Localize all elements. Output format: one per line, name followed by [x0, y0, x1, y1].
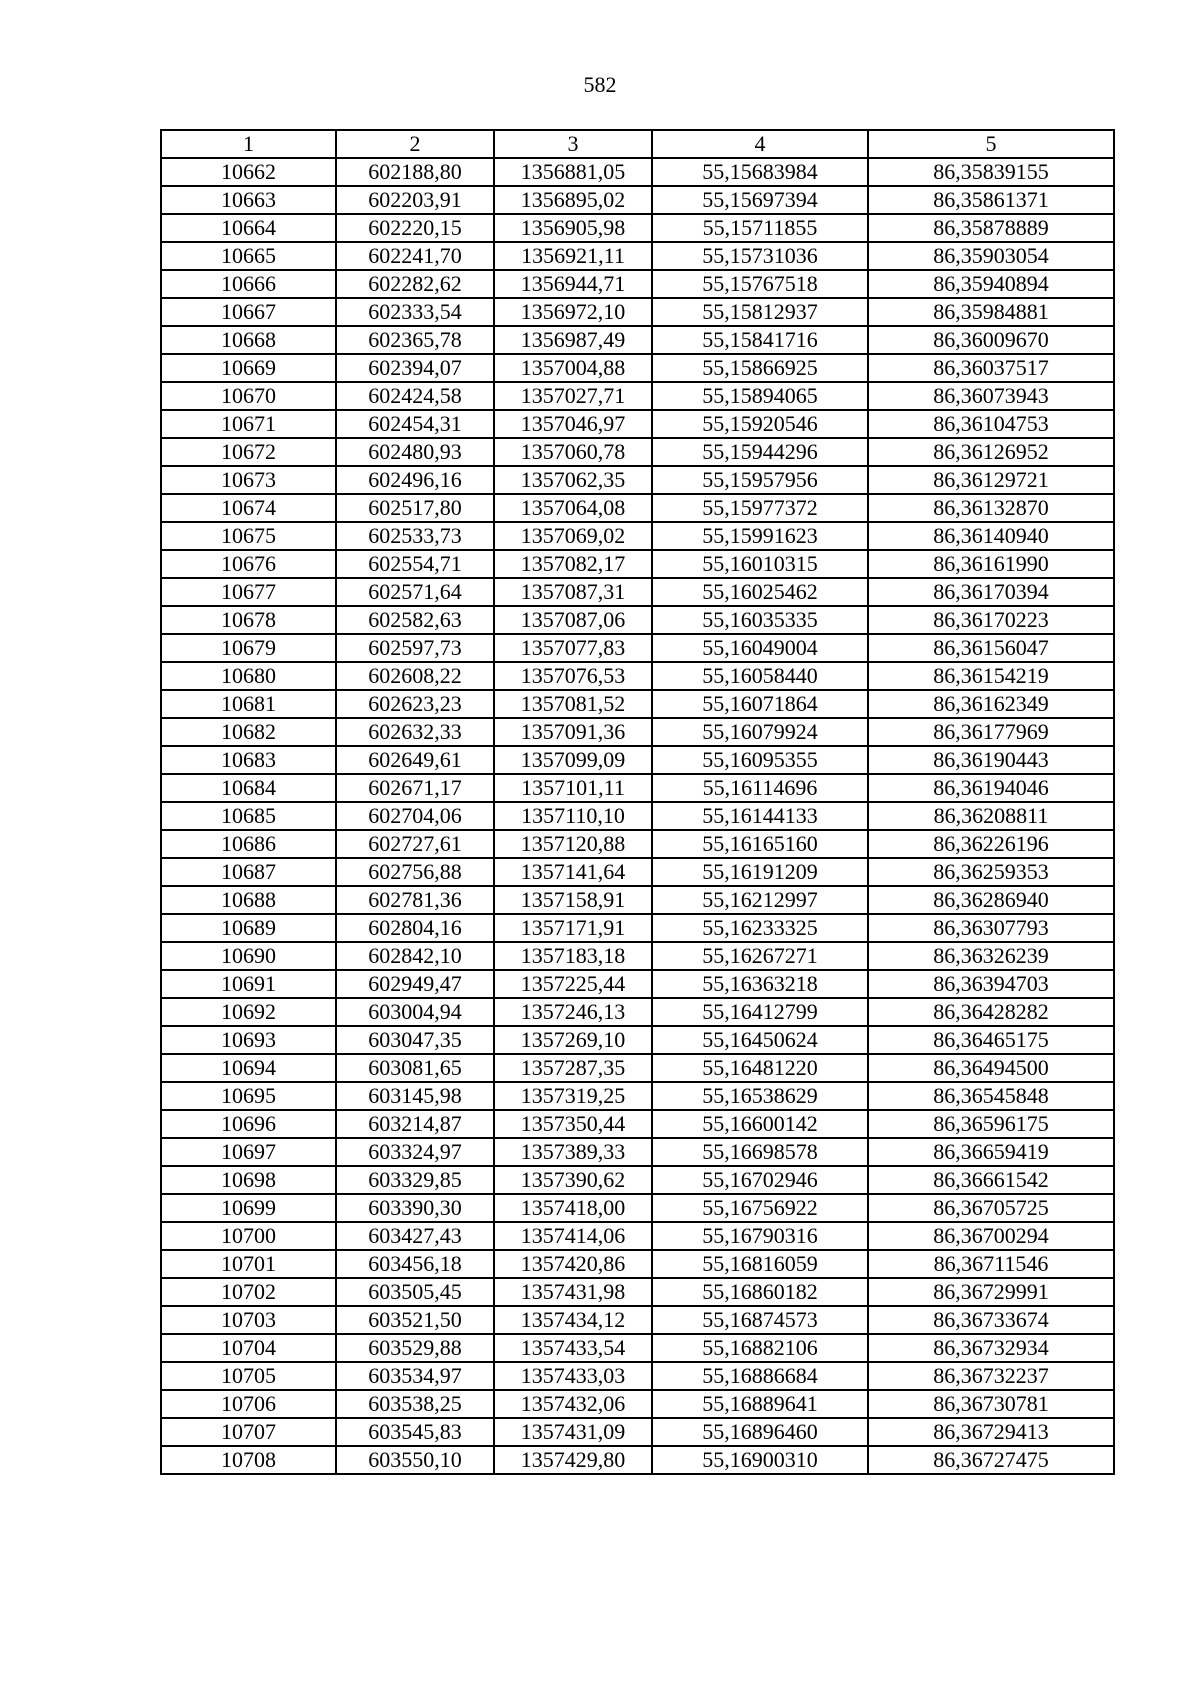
table-cell: 1357110,10 [494, 802, 652, 830]
table-cell: 602220,15 [336, 214, 494, 242]
table-row [161, 438, 1114, 466]
column-header: 3 [494, 130, 652, 158]
table-cell: 1356881,05 [494, 158, 652, 186]
table-cell: 603505,45 [336, 1278, 494, 1306]
table-cell: 55,16450624 [652, 1026, 868, 1054]
table-row [161, 1250, 1114, 1278]
table-row [161, 522, 1114, 550]
table-cell: 86,36494500 [868, 1054, 1114, 1082]
table-row [161, 1390, 1114, 1418]
table-cell: 602365,78 [336, 326, 494, 354]
table-cell: 55,15920546 [652, 410, 868, 438]
table-cell: 602949,47 [336, 970, 494, 998]
table-cell: 10702 [161, 1278, 336, 1306]
table-cell: 602804,16 [336, 914, 494, 942]
table-cell: 10696 [161, 1110, 336, 1138]
table-cell: 1356895,02 [494, 186, 652, 214]
table-cell: 1357433,03 [494, 1362, 652, 1390]
table-cell: 86,36729991 [868, 1278, 1114, 1306]
table-cell: 86,36545848 [868, 1082, 1114, 1110]
table-cell: 86,36596175 [868, 1110, 1114, 1138]
table-row [161, 690, 1114, 718]
table-cell: 1357082,17 [494, 550, 652, 578]
table-cell: 602241,70 [336, 242, 494, 270]
table-cell: 10686 [161, 830, 336, 858]
table-cell: 1357269,10 [494, 1026, 652, 1054]
table-cell: 55,16882106 [652, 1334, 868, 1362]
table-row [161, 494, 1114, 522]
table-row [161, 1082, 1114, 1110]
table-cell: 55,16095355 [652, 746, 868, 774]
table-row [161, 1138, 1114, 1166]
table-row [161, 606, 1114, 634]
table-cell: 86,36729413 [868, 1418, 1114, 1446]
table-cell: 10697 [161, 1138, 336, 1166]
table-cell: 1357004,88 [494, 354, 652, 382]
table-cell: 10674 [161, 494, 336, 522]
table-cell: 10688 [161, 886, 336, 914]
table-cell: 603529,88 [336, 1334, 494, 1362]
table-cell: 86,36009670 [868, 326, 1114, 354]
table-cell: 1357027,71 [494, 382, 652, 410]
table-cell: 55,16412799 [652, 998, 868, 1026]
table-cell: 86,35839155 [868, 158, 1114, 186]
table-cell: 10684 [161, 774, 336, 802]
table-cell: 86,36705725 [868, 1194, 1114, 1222]
table-cell: 1357429,80 [494, 1446, 652, 1474]
table-cell: 10705 [161, 1362, 336, 1390]
table-cell: 55,16790316 [652, 1222, 868, 1250]
table-cell: 10673 [161, 466, 336, 494]
table-cell: 55,15711855 [652, 214, 868, 242]
table-cell: 603214,87 [336, 1110, 494, 1138]
table-row [161, 326, 1114, 354]
table-cell: 1357414,06 [494, 1222, 652, 1250]
table-cell: 1357076,53 [494, 662, 652, 690]
table-cell: 1357077,83 [494, 634, 652, 662]
table-cell: 10698 [161, 1166, 336, 1194]
table-cell: 10703 [161, 1306, 336, 1334]
table-cell: 55,16874573 [652, 1306, 868, 1334]
table-row [161, 270, 1114, 298]
table-cell: 55,16889641 [652, 1390, 868, 1418]
table-cell: 602608,22 [336, 662, 494, 690]
table-cell: 1357319,25 [494, 1082, 652, 1110]
table-cell: 10678 [161, 606, 336, 634]
table-cell: 603004,94 [336, 998, 494, 1026]
table-cell: 602781,36 [336, 886, 494, 914]
table-cell: 10681 [161, 690, 336, 718]
table-cell: 10672 [161, 438, 336, 466]
column-header: 1 [161, 130, 336, 158]
table-cell: 55,16900310 [652, 1446, 868, 1474]
table-cell: 1357431,98 [494, 1278, 652, 1306]
column-header: 2 [336, 130, 494, 158]
table-cell: 10670 [161, 382, 336, 410]
table-cell: 86,36730781 [868, 1390, 1114, 1418]
table-row [161, 718, 1114, 746]
table-cell: 55,15767518 [652, 270, 868, 298]
table-row [161, 354, 1114, 382]
table-cell: 10682 [161, 718, 336, 746]
table-cell: 1357287,35 [494, 1054, 652, 1082]
table-cell: 1357046,97 [494, 410, 652, 438]
table-cell: 86,36733674 [868, 1306, 1114, 1334]
table-cell: 86,36170223 [868, 606, 1114, 634]
table-cell: 86,35903054 [868, 242, 1114, 270]
table-cell: 10666 [161, 270, 336, 298]
table-cell: 10690 [161, 942, 336, 970]
table-cell: 1356987,49 [494, 326, 652, 354]
table-cell: 1357389,33 [494, 1138, 652, 1166]
table-cell: 86,36465175 [868, 1026, 1114, 1054]
table-cell: 602282,62 [336, 270, 494, 298]
table-cell: 10704 [161, 1334, 336, 1362]
table-cell: 55,16165160 [652, 830, 868, 858]
table-cell: 10692 [161, 998, 336, 1026]
table-cell: 10675 [161, 522, 336, 550]
table-cell: 55,15977372 [652, 494, 868, 522]
table-cell: 10664 [161, 214, 336, 242]
table-row [161, 746, 1114, 774]
table-row [161, 802, 1114, 830]
table-row [161, 662, 1114, 690]
header-row [161, 130, 1114, 158]
table-row [161, 914, 1114, 942]
table-cell: 86,36129721 [868, 466, 1114, 494]
table-cell: 1357432,06 [494, 1390, 652, 1418]
table-cell: 86,36154219 [868, 662, 1114, 690]
table-cell: 603145,98 [336, 1082, 494, 1110]
table-row [161, 1194, 1114, 1222]
table-cell: 1357350,44 [494, 1110, 652, 1138]
table-cell: 602554,71 [336, 550, 494, 578]
table-cell: 1356921,11 [494, 242, 652, 270]
table-cell: 1357418,00 [494, 1194, 652, 1222]
table-cell: 86,35861371 [868, 186, 1114, 214]
table-row [161, 774, 1114, 802]
table-cell: 10689 [161, 914, 336, 942]
table-row [161, 1278, 1114, 1306]
table-cell: 603047,35 [336, 1026, 494, 1054]
table-cell: 86,36700294 [868, 1222, 1114, 1250]
table-cell: 86,36177969 [868, 718, 1114, 746]
table-row [161, 1110, 1114, 1138]
table-cell: 1357062,35 [494, 466, 652, 494]
table-cell: 1357433,54 [494, 1334, 652, 1362]
table-cell: 55,15731036 [652, 242, 868, 270]
table-cell: 55,16058440 [652, 662, 868, 690]
table-cell: 86,36037517 [868, 354, 1114, 382]
table-row [161, 550, 1114, 578]
table-cell: 55,16233325 [652, 914, 868, 942]
table-cell: 10663 [161, 186, 336, 214]
table-cell: 10665 [161, 242, 336, 270]
table-cell: 10687 [161, 858, 336, 886]
table-cell: 86,35984881 [868, 298, 1114, 326]
table-cell: 1357087,06 [494, 606, 652, 634]
table-cell: 55,15894065 [652, 382, 868, 410]
table-cell: 10700 [161, 1222, 336, 1250]
table-cell: 603550,10 [336, 1446, 494, 1474]
table-cell: 86,35878889 [868, 214, 1114, 242]
column-header: 4 [652, 130, 868, 158]
table-cell: 55,16267271 [652, 942, 868, 970]
table-row [161, 858, 1114, 886]
table-cell: 86,36659419 [868, 1138, 1114, 1166]
table-cell: 86,36190443 [868, 746, 1114, 774]
table-cell: 602632,33 [336, 718, 494, 746]
table-cell: 10685 [161, 802, 336, 830]
table-cell: 55,15957956 [652, 466, 868, 494]
table-cell: 55,16600142 [652, 1110, 868, 1138]
table-row [161, 1054, 1114, 1082]
table-cell: 55,16886684 [652, 1362, 868, 1390]
table-cell: 603538,25 [336, 1390, 494, 1418]
table-cell: 602517,80 [336, 494, 494, 522]
table-row [161, 886, 1114, 914]
table-cell: 1357141,64 [494, 858, 652, 886]
table-row [161, 634, 1114, 662]
table-cell: 1357390,62 [494, 1166, 652, 1194]
table-cell: 55,15841716 [652, 326, 868, 354]
table-cell: 10676 [161, 550, 336, 578]
page-number: 582 [583, 72, 617, 97]
table-cell: 55,16538629 [652, 1082, 868, 1110]
table-cell: 603081,65 [336, 1054, 494, 1082]
table-cell: 603390,30 [336, 1194, 494, 1222]
table-cell: 602571,64 [336, 578, 494, 606]
table-cell: 86,36162349 [868, 690, 1114, 718]
table-cell: 10669 [161, 354, 336, 382]
table-cell: 602623,23 [336, 690, 494, 718]
table-cell: 55,16481220 [652, 1054, 868, 1082]
column-header: 5 [868, 130, 1114, 158]
table-row [161, 1418, 1114, 1446]
table-cell: 86,36156047 [868, 634, 1114, 662]
table-cell: 603427,43 [336, 1222, 494, 1250]
table-cell: 55,16144133 [652, 802, 868, 830]
table-cell: 55,16698578 [652, 1138, 868, 1166]
table-cell: 55,16191209 [652, 858, 868, 886]
table-cell: 10662 [161, 158, 336, 186]
table-cell: 55,15812937 [652, 298, 868, 326]
table-cell: 10699 [161, 1194, 336, 1222]
table-cell: 1357434,12 [494, 1306, 652, 1334]
table-row [161, 214, 1114, 242]
table-cell: 1357099,09 [494, 746, 652, 774]
table-cell: 10694 [161, 1054, 336, 1082]
table-cell: 10706 [161, 1390, 336, 1418]
table-cell: 86,36732237 [868, 1362, 1114, 1390]
table-cell: 55,15866925 [652, 354, 868, 382]
table-cell: 10691 [161, 970, 336, 998]
table-cell: 55,16363218 [652, 970, 868, 998]
table-cell: 86,36126952 [868, 438, 1114, 466]
table-row [161, 1446, 1114, 1474]
table-cell: 86,36073943 [868, 382, 1114, 410]
table-cell: 602649,61 [336, 746, 494, 774]
table-cell: 86,36326239 [868, 942, 1114, 970]
table-cell: 1356972,10 [494, 298, 652, 326]
table-cell: 55,16212997 [652, 886, 868, 914]
table-row [161, 382, 1114, 410]
table-cell: 10695 [161, 1082, 336, 1110]
table-row [161, 830, 1114, 858]
table-cell: 1357158,91 [494, 886, 652, 914]
table-cell: 55,16816059 [652, 1250, 868, 1278]
table-cell: 55,16860182 [652, 1278, 868, 1306]
table-row [161, 1166, 1114, 1194]
table-cell: 86,36194046 [868, 774, 1114, 802]
table-cell: 1357420,86 [494, 1250, 652, 1278]
table-cell: 603545,83 [336, 1418, 494, 1446]
table-cell: 86,36132870 [868, 494, 1114, 522]
table-cell: 1357087,31 [494, 578, 652, 606]
table-row [161, 1334, 1114, 1362]
table-cell: 55,15944296 [652, 438, 868, 466]
table-cell: 10677 [161, 578, 336, 606]
table-row [161, 578, 1114, 606]
table-cell: 1357069,02 [494, 522, 652, 550]
table-cell: 55,16025462 [652, 578, 868, 606]
coordinates-table [160, 129, 1115, 1475]
table-row [161, 158, 1114, 186]
table-cell: 86,36140940 [868, 522, 1114, 550]
table-cell: 10668 [161, 326, 336, 354]
table-row [161, 1222, 1114, 1250]
table-cell: 602597,73 [336, 634, 494, 662]
table-cell: 1357225,44 [494, 970, 652, 998]
table-cell: 602333,54 [336, 298, 494, 326]
table-cell: 55,16896460 [652, 1418, 868, 1446]
table-cell: 55,16702946 [652, 1166, 868, 1194]
table-cell: 86,36727475 [868, 1446, 1114, 1474]
table-cell: 86,36208811 [868, 802, 1114, 830]
table-row [161, 942, 1114, 970]
table-cell: 10707 [161, 1418, 336, 1446]
table-cell: 86,36428282 [868, 998, 1114, 1026]
table-cell: 10667 [161, 298, 336, 326]
table-cell: 602704,06 [336, 802, 494, 830]
table-cell: 86,36104753 [868, 410, 1114, 438]
table-cell: 603324,97 [336, 1138, 494, 1166]
table-row [161, 1306, 1114, 1334]
table-cell: 10683 [161, 746, 336, 774]
table-cell: 602756,88 [336, 858, 494, 886]
table-cell: 602582,63 [336, 606, 494, 634]
table-cell: 602188,80 [336, 158, 494, 186]
table-cell: 602203,91 [336, 186, 494, 214]
table-cell: 1357183,18 [494, 942, 652, 970]
table-cell: 602842,10 [336, 942, 494, 970]
table-cell: 602671,17 [336, 774, 494, 802]
table-body [161, 158, 1114, 1474]
table-cell: 55,16079924 [652, 718, 868, 746]
table-cell: 10693 [161, 1026, 336, 1054]
table-header [161, 130, 1114, 158]
table-cell: 55,16071864 [652, 690, 868, 718]
table-cell: 86,36394703 [868, 970, 1114, 998]
table-cell: 1356944,71 [494, 270, 652, 298]
table-row [161, 970, 1114, 998]
table-cell: 55,16049004 [652, 634, 868, 662]
table-cell: 602454,31 [336, 410, 494, 438]
table-cell: 10679 [161, 634, 336, 662]
table-cell: 10680 [161, 662, 336, 690]
table-cell: 602480,93 [336, 438, 494, 466]
table-row [161, 1026, 1114, 1054]
table-cell: 10708 [161, 1446, 336, 1474]
table-cell: 1357120,88 [494, 830, 652, 858]
table-cell: 86,36170394 [868, 578, 1114, 606]
table-cell: 1357081,52 [494, 690, 652, 718]
table-cell: 602727,61 [336, 830, 494, 858]
table-cell: 86,36259353 [868, 858, 1114, 886]
table-cell: 10671 [161, 410, 336, 438]
table-cell: 1357091,36 [494, 718, 652, 746]
table-cell: 55,15991623 [652, 522, 868, 550]
table-cell: 86,36286940 [868, 886, 1114, 914]
table-cell: 1356905,98 [494, 214, 652, 242]
table-row [161, 298, 1114, 326]
table-cell: 602496,16 [336, 466, 494, 494]
table-cell: 55,15697394 [652, 186, 868, 214]
table-cell: 10701 [161, 1250, 336, 1278]
table-cell: 55,16035335 [652, 606, 868, 634]
table-cell: 1357101,11 [494, 774, 652, 802]
table-cell: 55,16114696 [652, 774, 868, 802]
table-cell: 86,36711546 [868, 1250, 1114, 1278]
table-cell: 1357064,08 [494, 494, 652, 522]
table-cell: 86,35940894 [868, 270, 1114, 298]
table-cell: 55,16010315 [652, 550, 868, 578]
table-cell: 602533,73 [336, 522, 494, 550]
table-row [161, 186, 1114, 214]
table-cell: 86,36226196 [868, 830, 1114, 858]
table-cell: 603521,50 [336, 1306, 494, 1334]
table-cell: 86,36161990 [868, 550, 1114, 578]
table-cell: 55,15683984 [652, 158, 868, 186]
table-cell: 602394,07 [336, 354, 494, 382]
table-cell: 602424,58 [336, 382, 494, 410]
table-cell: 603534,97 [336, 1362, 494, 1390]
table-cell: 86,36307793 [868, 914, 1114, 942]
table-cell: 1357171,91 [494, 914, 652, 942]
table-cell: 603456,18 [336, 1250, 494, 1278]
table-row [161, 1362, 1114, 1390]
table-cell: 55,16756922 [652, 1194, 868, 1222]
table-row [161, 998, 1114, 1026]
table-row [161, 410, 1114, 438]
table-cell: 1357431,09 [494, 1418, 652, 1446]
table-cell: 1357246,13 [494, 998, 652, 1026]
table-row [161, 242, 1114, 270]
table-cell: 86,36732934 [868, 1334, 1114, 1362]
table-cell: 603329,85 [336, 1166, 494, 1194]
table-row [161, 466, 1114, 494]
table-cell: 1357060,78 [494, 438, 652, 466]
table-cell: 86,36661542 [868, 1166, 1114, 1194]
